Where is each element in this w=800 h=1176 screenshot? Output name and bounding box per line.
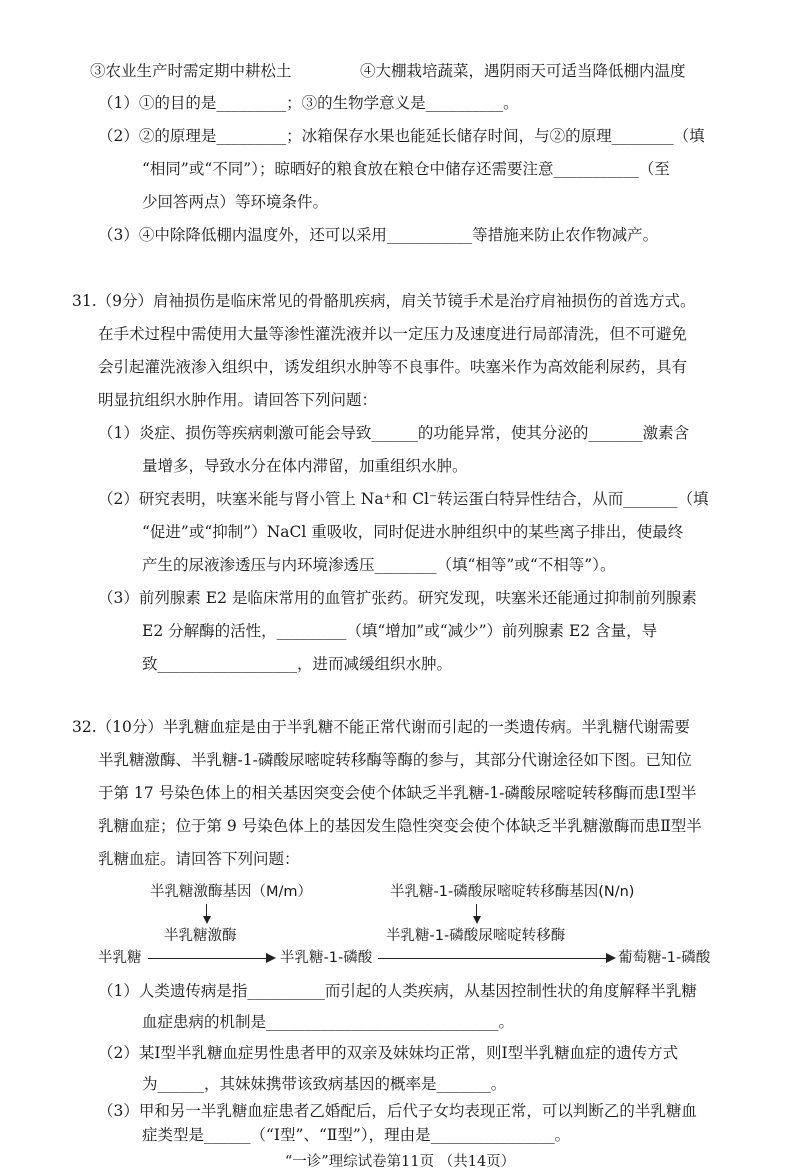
item-4: ④大棚栽培蔬菜，遇阴雨天可适当降低棚内温度 <box>360 62 686 80</box>
q31-part1-line2: 量增多，导致水分在体内滞留，加重组织水肿。 <box>142 457 468 475</box>
q30-part3: （3）④中除降低棚内温度外，还可以采用___________等措施来防止农作物减产。 <box>98 226 659 244</box>
q31-stem-line1: 31.（9分）肩袖损伤是临床常见的骨骼肌疾病，肩关节镜手术是治疗肩袖损伤的首选方式。 <box>72 292 696 310</box>
q31-part3-line3: 致__________________，进而减缓组织水肿。 <box>142 655 453 673</box>
item-3: ③农业生产时需定期中耕松土 <box>90 62 292 80</box>
gene-label-m: 半乳糖激酶基因（M/m） <box>150 884 313 900</box>
intermediate-galactose-1-phosphate: 半乳糖-1-磷酸 <box>280 950 373 966</box>
reaction-arrow-1-line <box>148 958 268 959</box>
q31-part3-line1: （3）前列腺素 E2 是临床常用的血管扩张药。研究发现，呋塞米还能通过抑制前列腺素 <box>98 589 697 607</box>
reaction-arrow-2-line <box>378 958 608 959</box>
q31-part2-line3: 产生的尿液渗透压与内环境渗透压________（填“相等”或“不相等”）。 <box>142 556 616 574</box>
page-footer: “一诊”理综试卷第11页 （共14页） <box>284 1154 516 1170</box>
q31-part2-line2: “促进”或“抑制”）NaCl 重吸收，同时促进水肿组织中的某些离子排出，使最终 <box>142 523 684 541</box>
q32-stem-line2: 半乳糖激酶、半乳糖-1-磷酸尿嘧啶转移酶等酶的参与，其部分代谢途径如下图。已知位 <box>98 751 692 769</box>
q31-part2-line1: （2）研究表明，呋塞米能与肾小管上 Na⁺和 Cl⁻转运蛋白特异性结合，从而_______（填 <box>98 490 709 508</box>
q30-part2-line2: “相同”或“不同”）；晾晒好的粮食放在粮仓中储存还需要注意___________（至 <box>142 160 670 178</box>
q32-stem-line4: 乳糖血症；位于第 9 号染色体上的基因发生隐性突变会使个体缺乏半乳糖激酶而患Ⅱ型半 <box>98 817 702 835</box>
q32-part3-line2-visible: 症类型是______（“Ⅰ型”、“Ⅱ型”），理由是________________。 <box>142 1126 571 1144</box>
q32-part3-line1: （3）甲和另一半乳糖血症患者乙婚配后，后代子女均表现正常，可以判断乙的半乳糖血 <box>98 1102 697 1120</box>
reaction-arrow-1-head <box>266 953 276 963</box>
product-glucose-1-phosphate: 葡萄糖-1-磷酸 <box>618 950 711 966</box>
q31-part1-line1: （1）炎症、损伤等疾病刺激可能会导致______的功能异常，使其分泌的_______激素含 <box>98 424 690 442</box>
gene-label-n: 半乳糖-1-磷酸尿嘧啶转移酶基因(N/n) <box>390 884 635 900</box>
q30-part1: （1）①的目的是_________；③的生物学意义是__________。 <box>98 94 519 112</box>
enzyme-1-label: 半乳糖激酶 <box>164 928 237 944</box>
q30-part2-line1: （2）②的原理是_________；冰箱保存水果也能延长储存时间，与②的原理________（填 <box>98 127 705 145</box>
q32-stem-line3: 于第 17 号染色体上的相关基因突变会使个体缺乏半乳糖-1-磷酸尿嘧啶转移酶而患Ⅰ型半 <box>98 784 697 802</box>
q32-part1-line2: 血症患病的机制是______________________________。 <box>142 1013 515 1031</box>
q31-stem-line3: 会引起灌洗液渗入组织中，诱发组织水肿等不良事件。呋塞米作为高效能利尿药，具有 <box>98 358 688 376</box>
q32-stem-line5: 乳糖血症。请回答下列问题： <box>98 850 300 868</box>
q31-stem-line4: 明显抗组织水肿作用。请回答下列问题： <box>98 391 378 409</box>
q31-part3-line2: E2 分解酶的活性，_________（填“增加”或“减少”）前列腺素 E2 含量，导 <box>142 622 658 640</box>
q31-stem-line2: 在手术过程中需使用大量等渗性灌洗液并以一定压力及速度进行局部清洗，但不可避免 <box>98 325 688 343</box>
gene-n-arrow-head <box>473 916 481 924</box>
substrate-galactose: 半乳糖 <box>98 950 142 966</box>
q32-part2-line1: （2）某Ⅰ型半乳糖血症男性患者甲的双亲及妹妹均正常，则Ⅰ型半乳糖血症的遗传方式 <box>98 1044 679 1062</box>
gene-m-arrow-head <box>203 916 211 924</box>
q32-part2-line2: 为______，其妹妹携带该致病基因的概率是_______。 <box>142 1075 507 1093</box>
q30-part2-line3: 少回答两点）等环境条件。 <box>142 193 329 211</box>
enzyme-2-label: 半乳糖-1-磷酸尿嘧啶转移酶 <box>386 928 566 944</box>
q32-part1-line1: （1）人类遗传病是指__________而引起的人类疾病，从基因控制性状的角度解释半乳糖 <box>98 982 697 1000</box>
reaction-arrow-2-head <box>606 953 616 963</box>
q32-stem-line1: 32.（10分）半乳糖血症是由于半乳糖不能正常代谢而引起的一类遗传病。半乳糖代谢需要 <box>72 718 690 736</box>
